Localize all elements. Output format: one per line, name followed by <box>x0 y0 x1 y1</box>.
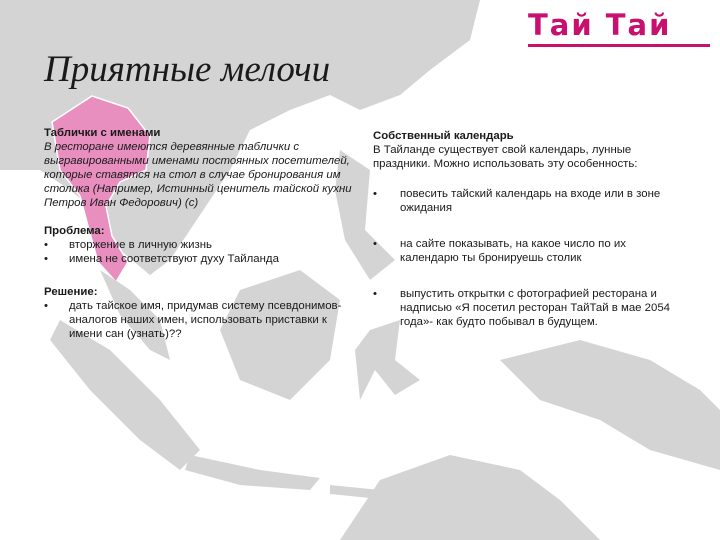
left-column <box>44 126 362 341</box>
nameplates-heading: Таблички с именами <box>44 127 161 139</box>
page-title: Приятные мелочи <box>44 49 331 90</box>
list-item: • вторжение в личную жизнь <box>44 238 362 252</box>
brand-logo <box>528 8 710 48</box>
list-item: • повесить тайский календарь на входе или в зоне ожидания <box>373 187 683 215</box>
map-sulawesi <box>355 320 420 400</box>
list-item: • выпустить открытки с фотографией ресторана и надписью «Я посетил ресторан ТайТай в мае 2054 года»- как будто побывал в будущем. <box>373 287 683 329</box>
right-column <box>373 129 683 329</box>
map-sumatra <box>50 320 200 470</box>
solution-heading: Решение: <box>44 286 98 298</box>
list-item: • дать тайское имя, придумав систему псевдонимов-аналогов наших имен, использовать приставки к имени сан (узнать)?? <box>44 299 362 341</box>
solution-list <box>44 299 362 341</box>
nameplates-body: В ресторане имеются деревянные таблички с выгравированными именами постоянных посетителей, которые ставятся на стол в случае бронирования им столика (Например, Истинный ценитель тайской кухни Петров Иван Федорович) (с) <box>44 141 352 209</box>
list-item: • имена не соответствуют духу Тайланда <box>44 252 362 266</box>
list-item: • на сайте показывать, на какое число по их календарю ты бронируешь столик <box>373 237 683 265</box>
map-java <box>185 455 320 490</box>
problem-heading: Проблема: <box>44 225 105 237</box>
map-new-guinea <box>500 340 720 470</box>
calendar-intro: В Тайланде существует свой календарь, лунные праздники. Можно использовать эту особенность: <box>373 144 638 170</box>
logo-underline <box>528 44 710 47</box>
problem-list <box>44 238 362 266</box>
logo-text: Тай Тай <box>528 8 672 42</box>
calendar-list <box>373 187 683 329</box>
calendar-heading: Собственный календарь <box>373 130 514 142</box>
